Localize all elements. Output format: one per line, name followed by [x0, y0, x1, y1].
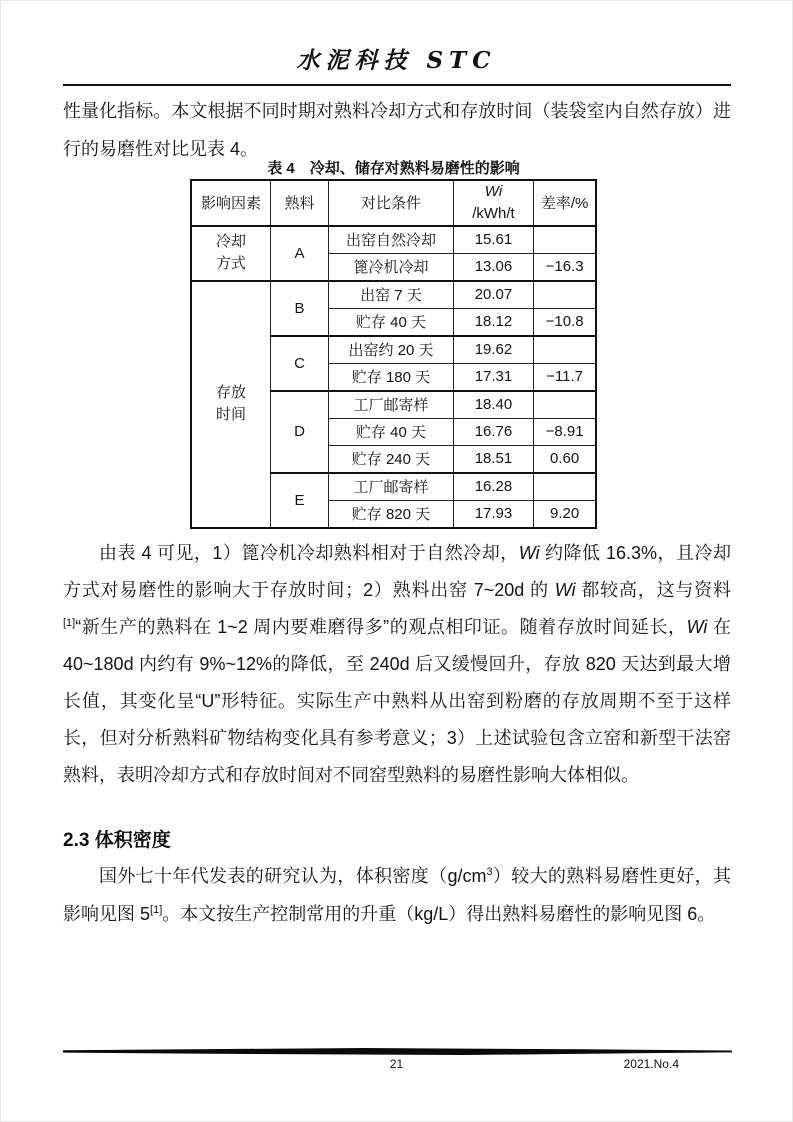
diff-cell	[534, 391, 596, 419]
page-number: 21	[389, 1057, 404, 1071]
wi-cell: 18.51	[453, 445, 533, 473]
factor-cell-storage: 存放 时间	[191, 281, 270, 528]
clinker-cell: C	[270, 336, 328, 391]
col-header-condition: 对比条件	[329, 180, 454, 226]
journal-title: 水泥科技 STC	[296, 47, 497, 74]
citation-ref: [1]	[63, 617, 76, 629]
clinker-cell: A	[270, 226, 328, 281]
wi-cell: 18.40	[453, 391, 533, 419]
footer-rule	[63, 1048, 732, 1055]
table-row	[191, 226, 596, 254]
section-heading-2-3: 2.3 体积密度	[63, 830, 171, 851]
clinker-cell: E	[270, 473, 328, 528]
clinker-cell: B	[270, 281, 328, 336]
wi-symbol: Wi	[686, 617, 708, 637]
wi-symbol: Wi	[554, 580, 576, 600]
paragraph-density	[63, 857, 731, 933]
col-header-factor: 影响因素	[191, 180, 270, 226]
text-segment: 在 40~180d 内约有 9%~12%的降低，至 240d 后又缓慢回升，存放 820 天达到最大增长值，其变化呈“U”形特征。实际生产中熟料从出窑到粉磨的存放周期不至于这样长，但对分析熟料矿物结构变化具有参考意义；3）上述试验包含立窑和新型干法窑熟料，表明冷却方式和存放时间对不同窑型熟料的易磨性影响大体相似。	[63, 617, 731, 785]
condition-cell: 工厂邮寄样	[329, 391, 454, 419]
diff-cell: 9.20	[534, 500, 596, 528]
paragraph-intro: 性量化指标。本文根据不同时期对熟料冷却方式和存放时间（装袋室内自然存放）进行的易磨性对比见表 4。	[63, 101, 731, 159]
wi-cell: 16.76	[453, 418, 533, 445]
col-header-diff: 差率/%	[534, 180, 596, 226]
wi-cell: 18.12	[453, 308, 533, 336]
clinker-cell: D	[270, 391, 328, 473]
text-segment: 。本文按生产控制常用的升重（kg/L）得出熟料易磨性的影响见图 6。	[162, 904, 716, 924]
wi-cell: 17.93	[453, 500, 533, 528]
condition-cell: 贮存 240 天	[329, 445, 454, 473]
condition-cell: 贮存 820 天	[329, 500, 454, 528]
table-header-row	[191, 180, 596, 226]
text-segment: 都较高，这与资料	[575, 580, 731, 600]
text-segment: “新生产的熟料在 1~2 周内要难磨得多”的观点相印证。随着存放时间延长，	[75, 617, 687, 637]
diff-cell: −16.3	[534, 253, 596, 281]
condition-cell: 贮存 40 天	[329, 308, 454, 336]
wi-cell: 19.62	[453, 336, 533, 364]
condition-cell: 贮存 180 天	[329, 363, 454, 391]
text-segment: 约降低 16.3%，且冷却方式对易磨性的影响大于存放时间；2）熟料出窑 7~20d 的	[63, 543, 731, 600]
wi-cell: 20.07	[453, 281, 533, 309]
condition-cell: 贮存 40 天	[329, 418, 454, 445]
condition-cell: 出窑自然冷却	[329, 226, 454, 254]
text-segment: 由表 4 可见，1）篦冷机冷却熟料相对于自然冷却，	[99, 543, 519, 563]
wi-cell: 13.06	[453, 253, 533, 281]
diff-cell	[534, 226, 596, 254]
factor-cell-cooling: 冷却 方式	[191, 226, 270, 281]
diff-cell	[534, 473, 596, 501]
condition-cell: 篦冷机冷却	[329, 253, 454, 281]
wi-cell: 16.28	[453, 473, 533, 501]
citation-ref: [1]	[150, 904, 163, 916]
issue-label: 2021.No.4	[623, 1057, 679, 1071]
condition-cell: 出窑 7 天	[329, 281, 454, 309]
wi-cell: 17.31	[453, 363, 533, 391]
diff-cell	[534, 336, 596, 364]
paragraph-analysis	[63, 535, 731, 794]
wi-symbol: Wi	[518, 543, 540, 563]
condition-cell: 工厂邮寄样	[329, 473, 454, 501]
text-segment: 国外七十年代发表的研究认为，体积密度（g/cm	[99, 866, 487, 886]
col-header-wi: Wi /kWh/t	[453, 180, 533, 226]
diff-cell: 0.60	[534, 445, 596, 473]
diff-cell	[534, 281, 596, 309]
header-rule	[63, 84, 731, 86]
diff-cell: −8.91	[534, 418, 596, 445]
table-4	[190, 179, 597, 529]
col-header-clinker: 熟料	[270, 180, 328, 226]
diff-cell: −11.7	[534, 363, 596, 391]
superscript-3: 3	[486, 866, 493, 878]
diff-cell: −10.8	[534, 308, 596, 336]
table-row	[191, 281, 596, 309]
condition-cell: 出窑约 20 天	[329, 336, 454, 364]
table-caption: 表 4 冷却、储存对熟料易磨性的影响	[267, 160, 520, 177]
wi-cell: 15.61	[453, 226, 533, 254]
text-segment: ）较大的熟料易磨性更好，其影响见图 5	[63, 866, 731, 924]
